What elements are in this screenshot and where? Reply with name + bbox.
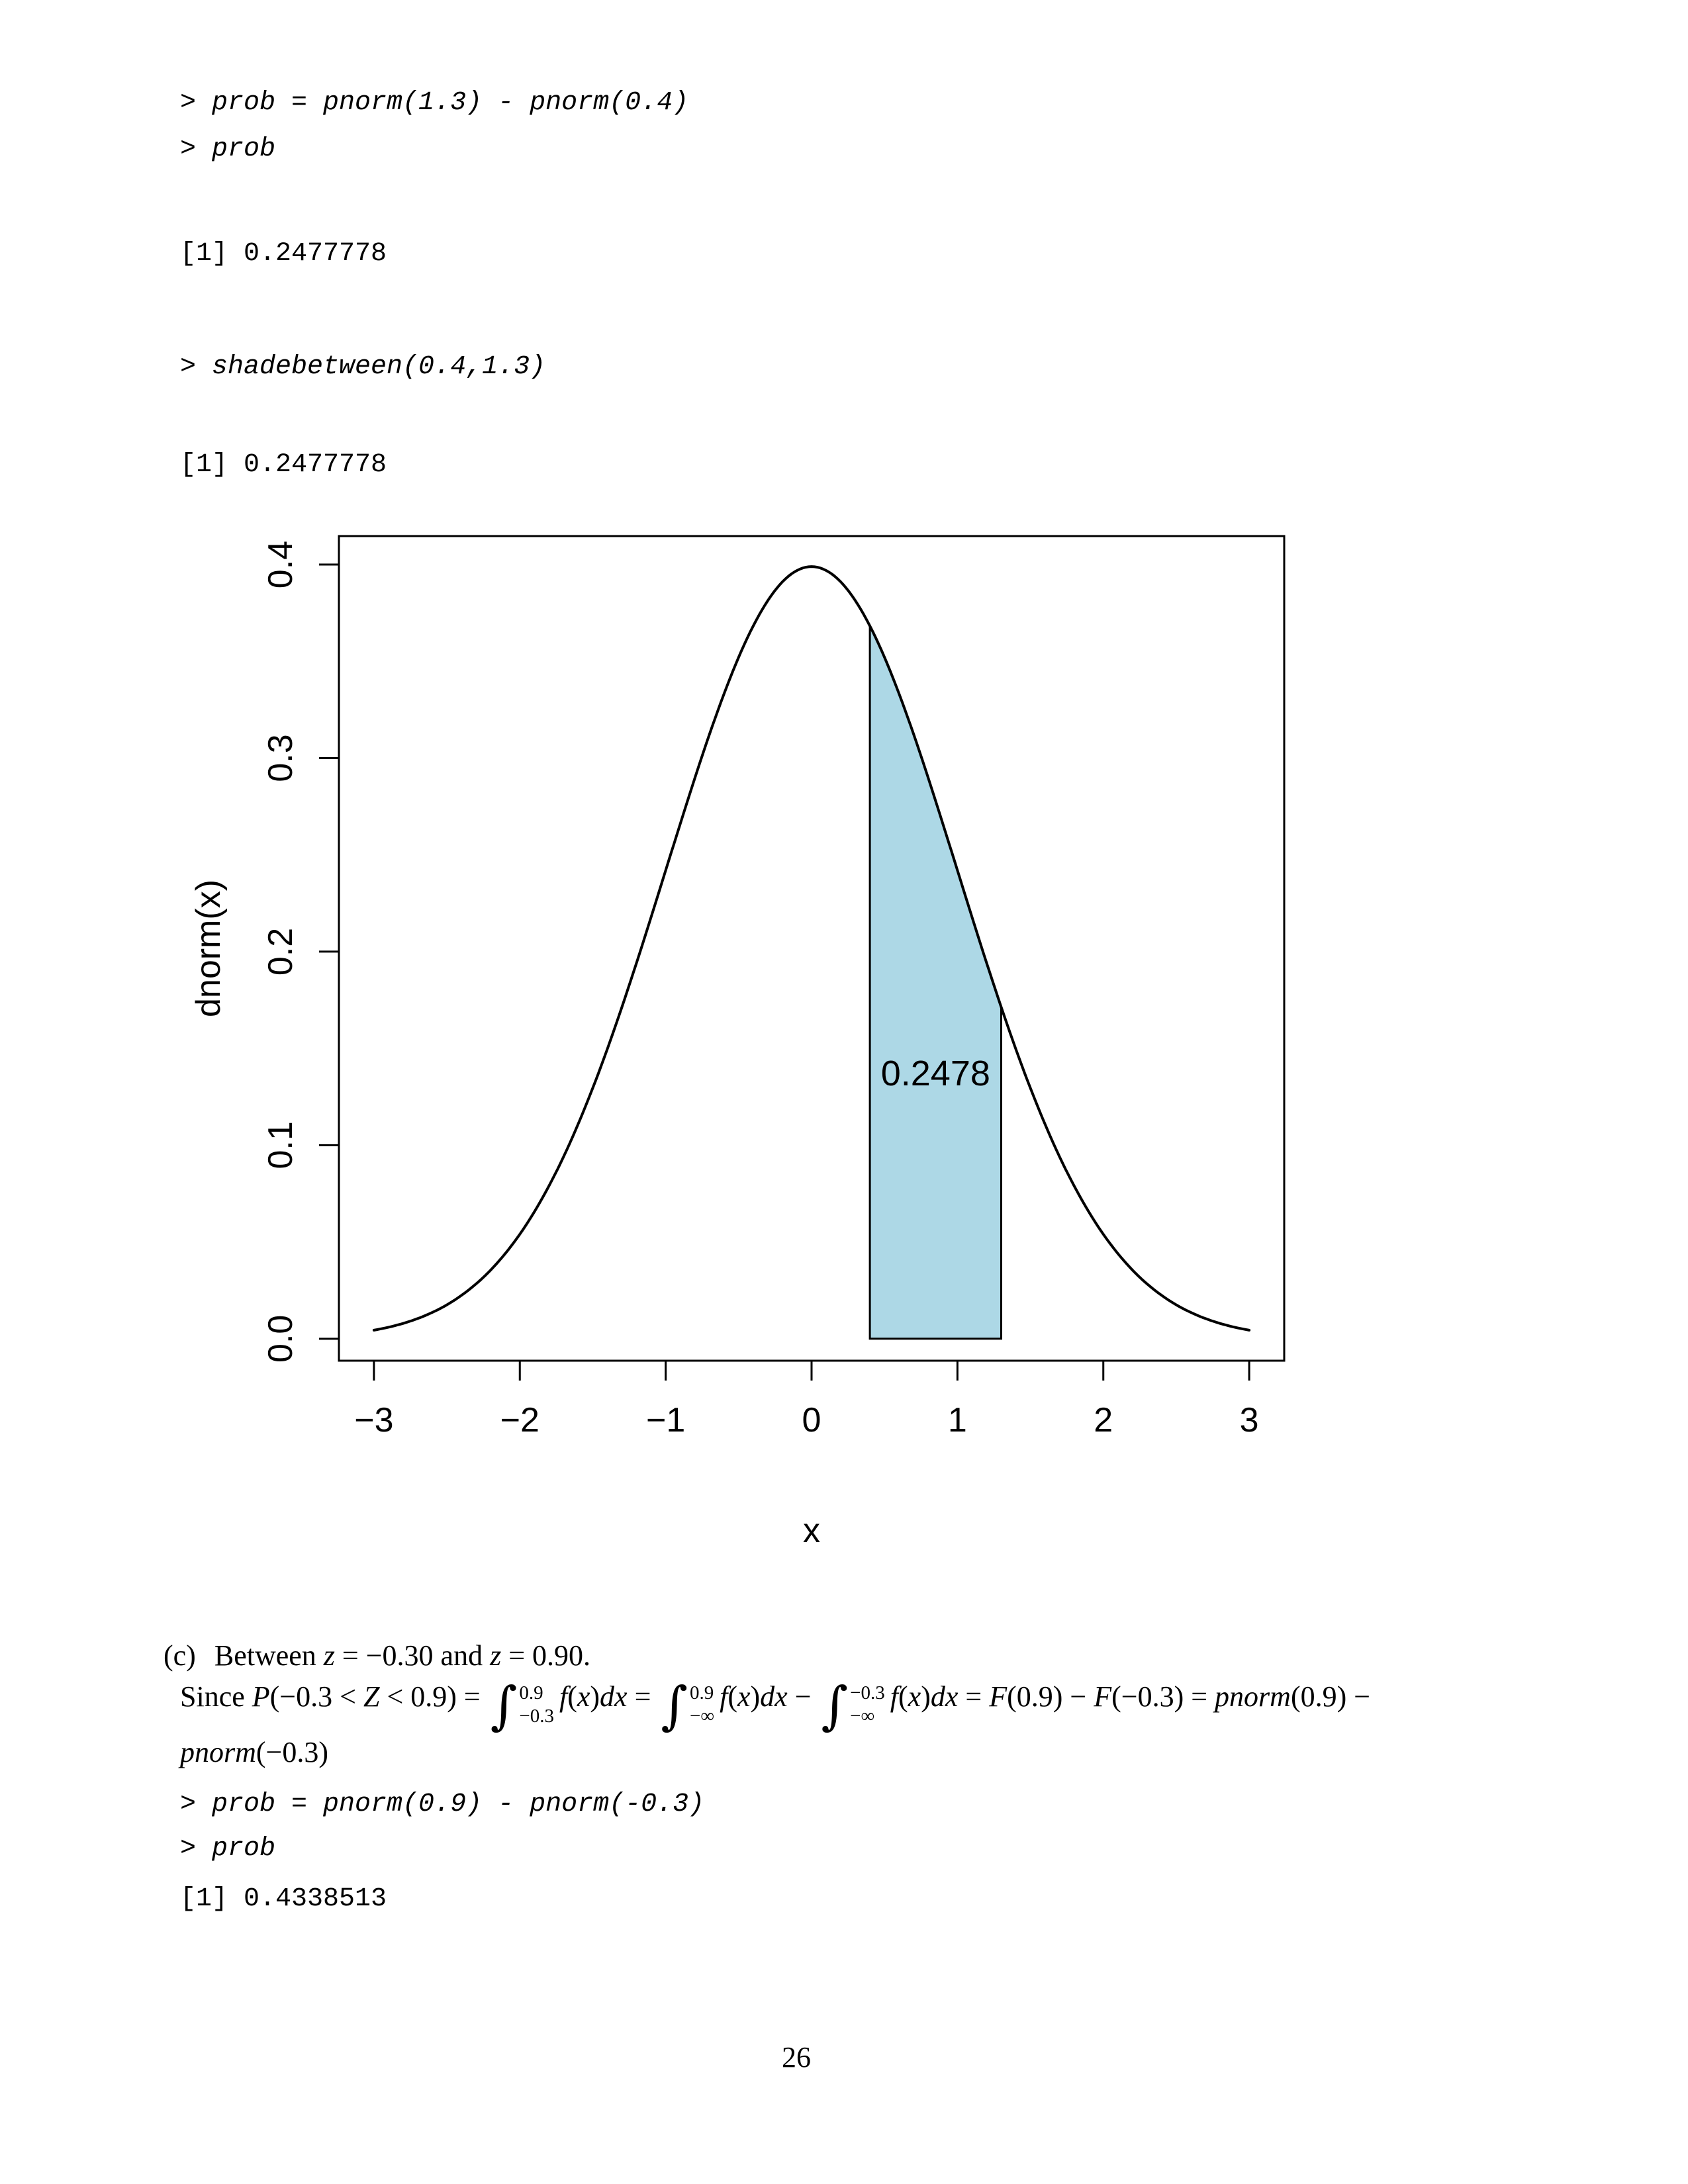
math-text: <: [340, 1680, 363, 1713]
math-text: ): [921, 1680, 931, 1713]
y-tick-label: 0.2: [261, 927, 300, 976]
lower-bound: −∞: [690, 1706, 715, 1727]
lower-bound: −∞: [850, 1706, 875, 1727]
math-text: f: [720, 1680, 728, 1713]
integral: [490, 1676, 554, 1736]
y-tick-label: 0.3: [261, 734, 300, 782]
upper-bound: −0.3: [850, 1682, 885, 1704]
math-text: =: [958, 1680, 990, 1713]
code-line-input: > prob = pnorm(0.9) - pnorm(-0.3): [180, 1790, 705, 1819]
math-text: F: [1094, 1680, 1112, 1713]
math-text: ): [750, 1680, 761, 1713]
math-text: (: [898, 1680, 908, 1713]
integral-sign: ∫: [821, 1676, 849, 1736]
math-text: F: [989, 1680, 1008, 1713]
x-tick-label: −1: [645, 1401, 686, 1439]
x-tick-label: 3: [1239, 1401, 1259, 1439]
math-text: Between: [214, 1639, 324, 1672]
y-tick-label: 0.4: [261, 540, 300, 589]
math-text: f: [559, 1680, 568, 1713]
math-text: (: [567, 1680, 577, 1713]
integral: [821, 1676, 885, 1736]
math-text: (0.9) −: [1007, 1680, 1094, 1713]
x-tick-label: 1: [947, 1401, 967, 1439]
math-text: dx: [930, 1680, 959, 1713]
math-text: Since: [180, 1680, 252, 1713]
upper-bound: 0.9: [690, 1682, 714, 1704]
code-line-input: > shadebetween(0.4,1.3): [180, 352, 546, 382]
y-tick-label: 0.0: [261, 1314, 300, 1363]
item-label: (c): [164, 1639, 196, 1672]
math-text: x: [908, 1680, 921, 1713]
math-text: pnorm: [180, 1736, 256, 1768]
x-tick-label: 0: [802, 1401, 821, 1439]
math-text: f: [890, 1680, 898, 1713]
item-heading: [214, 1639, 590, 1672]
upper-bound: 0.9: [519, 1682, 543, 1704]
math-text: −: [787, 1680, 819, 1713]
math-text: P: [252, 1680, 270, 1713]
math-text: x: [577, 1680, 590, 1713]
shaded-area: [870, 626, 1001, 1339]
math-text: = 0.90.: [501, 1639, 591, 1672]
integral-sign: ∫: [490, 1676, 518, 1736]
math-text: dx: [600, 1680, 628, 1713]
code-line-input: > prob = pnorm(1.3) - pnorm(0.4): [180, 88, 689, 118]
integral-sign: ∫: [661, 1676, 688, 1736]
math-text: x: [737, 1680, 751, 1713]
integral: [661, 1676, 715, 1736]
math-text: (0.9) −: [1290, 1680, 1371, 1713]
math-text: (: [727, 1680, 737, 1713]
code-line-input: > prob: [180, 134, 276, 164]
math-text: (−0.3) =: [1111, 1680, 1215, 1713]
math-text: pnorm: [1215, 1680, 1291, 1713]
lower-bound: −0.3: [519, 1706, 554, 1727]
code-line-output: [1] 0.2477778: [180, 239, 387, 269]
integral-bounds: [850, 1682, 885, 1728]
math-text: = −0.30 and: [334, 1639, 491, 1672]
x-axis-label: x: [803, 1512, 820, 1550]
math-text: < 0.9) =: [379, 1680, 488, 1713]
integral-bounds: [690, 1682, 714, 1728]
code-line-output: [1] 0.4338513: [180, 1884, 387, 1914]
math-text: z: [490, 1639, 502, 1672]
integral-bounds: [519, 1682, 554, 1728]
math-text: Z: [363, 1680, 380, 1713]
x-tick-label: 2: [1094, 1401, 1113, 1439]
dnorm-plot: [172, 503, 1364, 1575]
math-text: dx: [760, 1680, 788, 1713]
math-text: (−0.3): [256, 1736, 329, 1768]
y-axis-label: dnorm(x): [189, 879, 228, 1018]
x-tick-label: −2: [500, 1401, 539, 1439]
derivation-line-2: [180, 1735, 328, 1769]
math-text: z: [323, 1639, 335, 1672]
area-label: 0.2478: [880, 1054, 990, 1094]
x-tick-label: −3: [354, 1401, 394, 1439]
y-tick-label: 0.1: [261, 1121, 300, 1169]
code-line-output: [1] 0.2477778: [180, 450, 387, 480]
normal-curve: [374, 567, 1249, 1330]
code-line-input: > prob: [180, 1834, 276, 1864]
page-number: 26: [782, 2041, 811, 2073]
plot-box: [339, 536, 1284, 1361]
math-text: (−0.3: [269, 1680, 340, 1713]
derivation-line-1: [180, 1676, 1371, 1736]
math-text: ): [590, 1680, 600, 1713]
math-text: =: [627, 1680, 659, 1713]
